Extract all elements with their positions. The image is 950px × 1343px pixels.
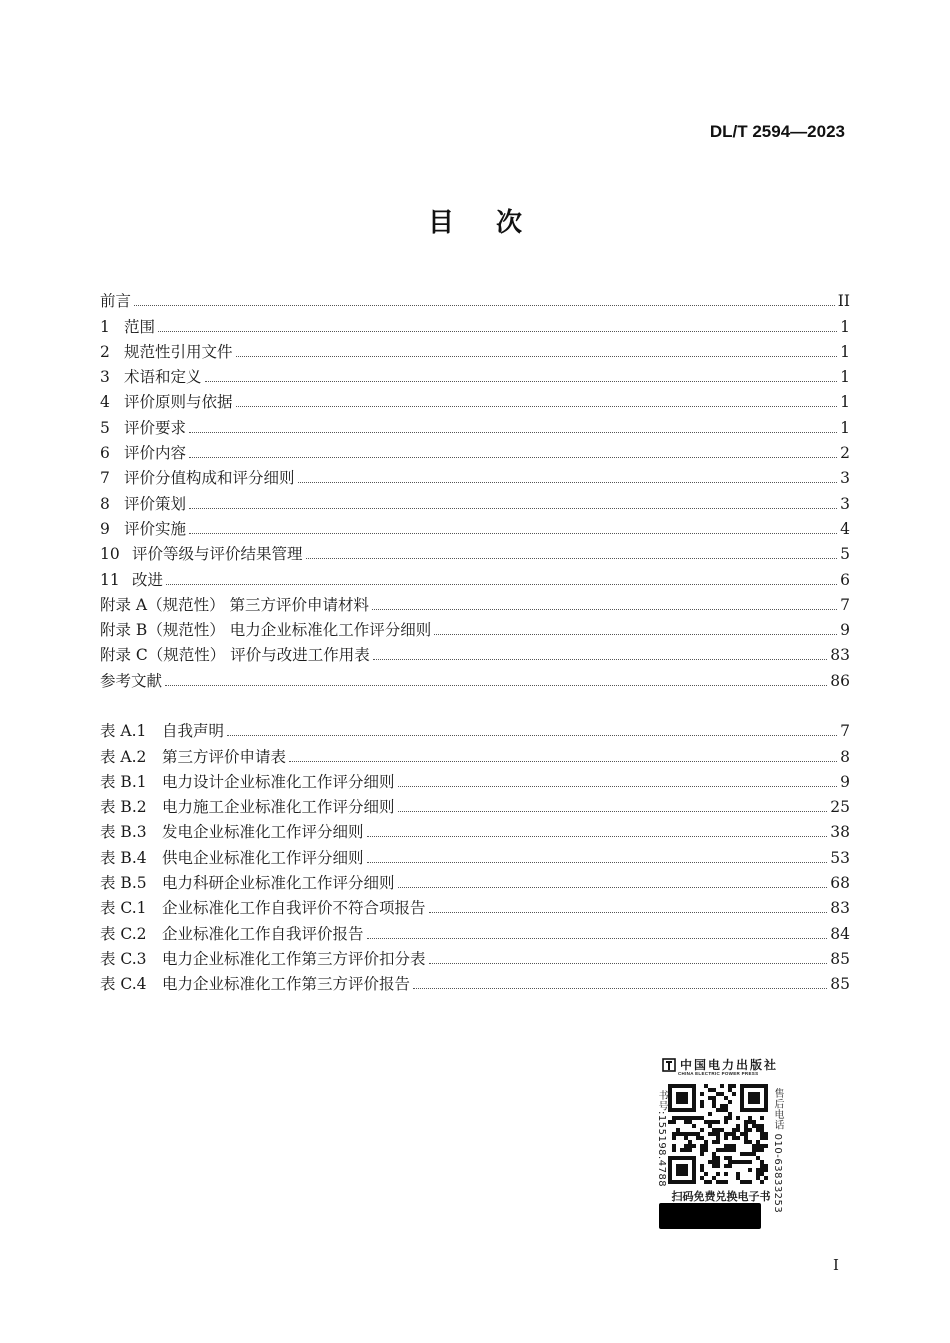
toc-leader-dots — [429, 912, 828, 913]
toc-entry-number: 表 B.5 — [100, 874, 147, 893]
toc-entry-page: 1 — [840, 418, 850, 437]
toc-entry-label: 电力设计企业标准化工作评分细则 — [162, 772, 395, 791]
toc-entry-number: 1 — [100, 317, 110, 336]
toc-entry[interactable] — [100, 640, 850, 665]
toc-entry-page: 5 — [840, 545, 850, 564]
toc-entry-page: 85 — [830, 975, 850, 994]
toc-leader-dots — [398, 811, 828, 812]
toc-leader-dots — [306, 558, 838, 559]
toc-entry-page: 1 — [840, 368, 850, 387]
toc-entry-number: 4 — [100, 393, 110, 412]
toc-entry[interactable] — [100, 792, 850, 817]
toc-entry-label: 评价策划 — [124, 494, 187, 513]
qr-code[interactable] — [668, 1084, 768, 1184]
toc-entry-page: 53 — [830, 848, 850, 867]
toc-entry-page: 25 — [830, 798, 850, 817]
toc-entry-label: 术语和定义 — [124, 368, 202, 387]
toc-leader-dots — [372, 609, 837, 610]
toc-entry-page: 1 — [840, 317, 850, 336]
toc-entry[interactable] — [100, 362, 850, 387]
toc-entry-page: 83 — [830, 646, 850, 665]
service-phone: 售后电话 010-63833253 — [772, 1088, 783, 1214]
toc-leader-dots — [236, 406, 838, 407]
toc-entry-page: 83 — [830, 899, 850, 918]
toc-entry[interactable] — [100, 286, 850, 311]
toc-leader-dots — [165, 685, 827, 686]
toc-leader-dots — [413, 988, 827, 989]
toc-entry-label: 电力企业标准化工作第三方评价扣分表 — [162, 949, 426, 968]
toc-leader-dots — [398, 786, 838, 787]
toc-leader-dots — [236, 356, 838, 357]
toc-entry-label: 评价实施 — [124, 519, 187, 538]
toc-entry-label: 前言 — [100, 292, 132, 311]
book-number: 书号:155198.4788 — [656, 1090, 667, 1188]
toc-entry-number: 表 B.2 — [100, 798, 147, 817]
toc-entry-number: 表 C.1 — [100, 899, 147, 918]
toc-entry-number: 3 — [100, 368, 110, 387]
toc-leader-dots — [373, 659, 828, 660]
toc-main-list — [100, 286, 850, 691]
toc-entry-label: 规范性引用文件 — [124, 342, 233, 361]
toc-entry[interactable] — [100, 893, 850, 918]
toc-leader-dots — [166, 584, 837, 585]
publisher-name-en: CHINA ELECTRIC POWER PRESS — [678, 1071, 759, 1076]
toc-leader-dots — [289, 761, 837, 762]
toc-entry-label: 评价等级与评价结果管理 — [132, 545, 303, 564]
toc-entry-number: 11 — [100, 570, 120, 589]
toc-entry-page: 7 — [840, 722, 850, 741]
toc-entry-number: 6 — [100, 444, 110, 463]
toc-entry-label: 附录 C（规范性） 评价与改进工作用表 — [100, 646, 370, 665]
toc-entry-number: 9 — [100, 519, 110, 538]
toc-entry-label: 电力施工企业标准化工作评分细则 — [162, 798, 395, 817]
toc-entry-number: 表 C.3 — [100, 949, 147, 968]
toc-entry-page: 3 — [840, 469, 850, 488]
toc-entry-page: 9 — [840, 621, 850, 640]
toc-entry-page: 38 — [830, 823, 850, 842]
toc-leader-dots — [398, 887, 828, 888]
toc-entry-label: 参考文献 — [100, 671, 163, 690]
toc-entry[interactable] — [100, 842, 850, 867]
toc-entry-label: 评价要求 — [124, 418, 187, 437]
toc-entry-page: 84 — [830, 924, 850, 943]
toc-entry-label: 企业标准化工作自我评价不符合项报告 — [162, 899, 426, 918]
toc-entry[interactable] — [100, 969, 850, 994]
toc-entry-page: II — [837, 292, 850, 311]
toc-leader-dots — [158, 331, 837, 332]
toc-entry-number: 7 — [100, 469, 110, 488]
toc-entry-label: 自我声明 — [162, 722, 225, 741]
toc-entry[interactable] — [100, 868, 850, 893]
toc-leader-dots — [189, 432, 837, 433]
toc-entry[interactable] — [100, 564, 850, 589]
redaction-bar — [659, 1203, 761, 1229]
publisher-name: 中国电力出版社 — [680, 1058, 779, 1072]
toc-entry-label: 评价内容 — [124, 444, 187, 463]
toc-entry-number: 表 C.2 — [100, 924, 147, 943]
publisher-logo-icon — [662, 1058, 676, 1072]
toc-entry-page: 7 — [840, 595, 850, 614]
toc-entry[interactable] — [100, 944, 850, 969]
toc-entry-number: 表 C.4 — [100, 975, 147, 994]
toc-tables-list — [100, 716, 850, 994]
page-number: I — [833, 1256, 839, 1274]
toc-entry-number: 表 B.3 — [100, 823, 147, 842]
toc-entry[interactable] — [100, 514, 850, 539]
toc-leader-dots — [367, 862, 828, 863]
standard-code: DL/T 2594—2023 — [709, 122, 845, 141]
toc-leader-dots — [227, 735, 837, 736]
toc-entry-number: 5 — [100, 418, 110, 437]
toc-entry-label: 发电企业标准化工作评分细则 — [162, 823, 364, 842]
toc-leader-dots — [134, 305, 835, 306]
qr-code-block — [652, 1050, 790, 1232]
toc-entry[interactable] — [100, 918, 850, 943]
toc-entry-label: 电力科研企业标准化工作评分细则 — [162, 874, 395, 893]
toc-entry[interactable] — [100, 716, 850, 741]
toc-entry[interactable] — [100, 817, 850, 842]
toc-entry-page: 86 — [830, 671, 850, 690]
toc-leader-dots — [434, 634, 837, 635]
toc-entry[interactable] — [100, 463, 850, 488]
toc-leader-dots — [367, 938, 828, 939]
toc-entry[interactable] — [100, 590, 850, 615]
toc-entry[interactable] — [100, 665, 850, 690]
page-title: 目次 — [427, 208, 564, 238]
toc-entry-number: 表 A.1 — [100, 722, 147, 741]
toc-entry-number: 表 B.4 — [100, 848, 147, 867]
toc-entry[interactable] — [100, 539, 850, 564]
toc-entry-number: 2 — [100, 342, 110, 361]
toc-entry-page: 1 — [840, 342, 850, 361]
toc-entry[interactable] — [100, 311, 850, 336]
toc-entry-page: 6 — [840, 570, 850, 589]
toc-entry-label: 供电企业标准化工作评分细则 — [162, 848, 364, 867]
toc-entry-label: 企业标准化工作自我评价报告 — [162, 924, 364, 943]
toc-leader-dots — [189, 533, 837, 534]
toc-entry-page: 68 — [830, 874, 850, 893]
toc-entry[interactable] — [100, 615, 850, 640]
toc-entry[interactable] — [100, 741, 850, 766]
toc-entry-label: 范围 — [124, 317, 156, 336]
toc-leader-dots — [429, 963, 828, 964]
toc-entry-number: 10 — [100, 545, 120, 564]
toc-entry-page: 8 — [840, 747, 850, 766]
toc-entry[interactable] — [100, 387, 850, 412]
toc-entry-number: 表 A.2 — [100, 747, 147, 766]
toc-entry-label: 电力企业标准化工作第三方评价报告 — [162, 975, 411, 994]
toc-entry-number: 表 B.1 — [100, 772, 147, 791]
toc-entry-number: 8 — [100, 494, 110, 513]
toc-leader-dots — [189, 457, 837, 458]
toc-entry-label: 第三方评价申请表 — [162, 747, 287, 766]
toc-entry[interactable] — [100, 767, 850, 792]
toc-leader-dots — [205, 381, 838, 382]
toc-entry-label: 改进 — [132, 570, 164, 589]
toc-entry-page: 9 — [840, 772, 850, 791]
toc-entry[interactable] — [100, 488, 850, 513]
toc-leader-dots — [298, 482, 838, 483]
toc-entry[interactable] — [100, 412, 850, 437]
toc-entry-label: 评价原则与依据 — [124, 393, 233, 412]
qr-caption: 扫码免费兑换电子书 — [671, 1190, 771, 1203]
toc-entry[interactable] — [100, 337, 850, 362]
toc-entry-page: 2 — [840, 444, 850, 463]
toc-entry-label: 附录 B（规范性） 电力企业标准化工作评分细则 — [100, 621, 432, 640]
toc-entry[interactable] — [100, 438, 850, 463]
toc-entry-page: 4 — [840, 519, 850, 538]
toc-entry-label: 评价分值构成和评分细则 — [124, 469, 295, 488]
toc-entry-page: 85 — [830, 949, 850, 968]
toc-leader-dots — [367, 836, 828, 837]
toc-entry-page: 3 — [840, 494, 850, 513]
toc-leader-dots — [189, 508, 837, 509]
toc-entry-page: 1 — [840, 393, 850, 412]
toc-entry-label: 附录 A（规范性） 第三方评价申请材料 — [100, 595, 370, 614]
